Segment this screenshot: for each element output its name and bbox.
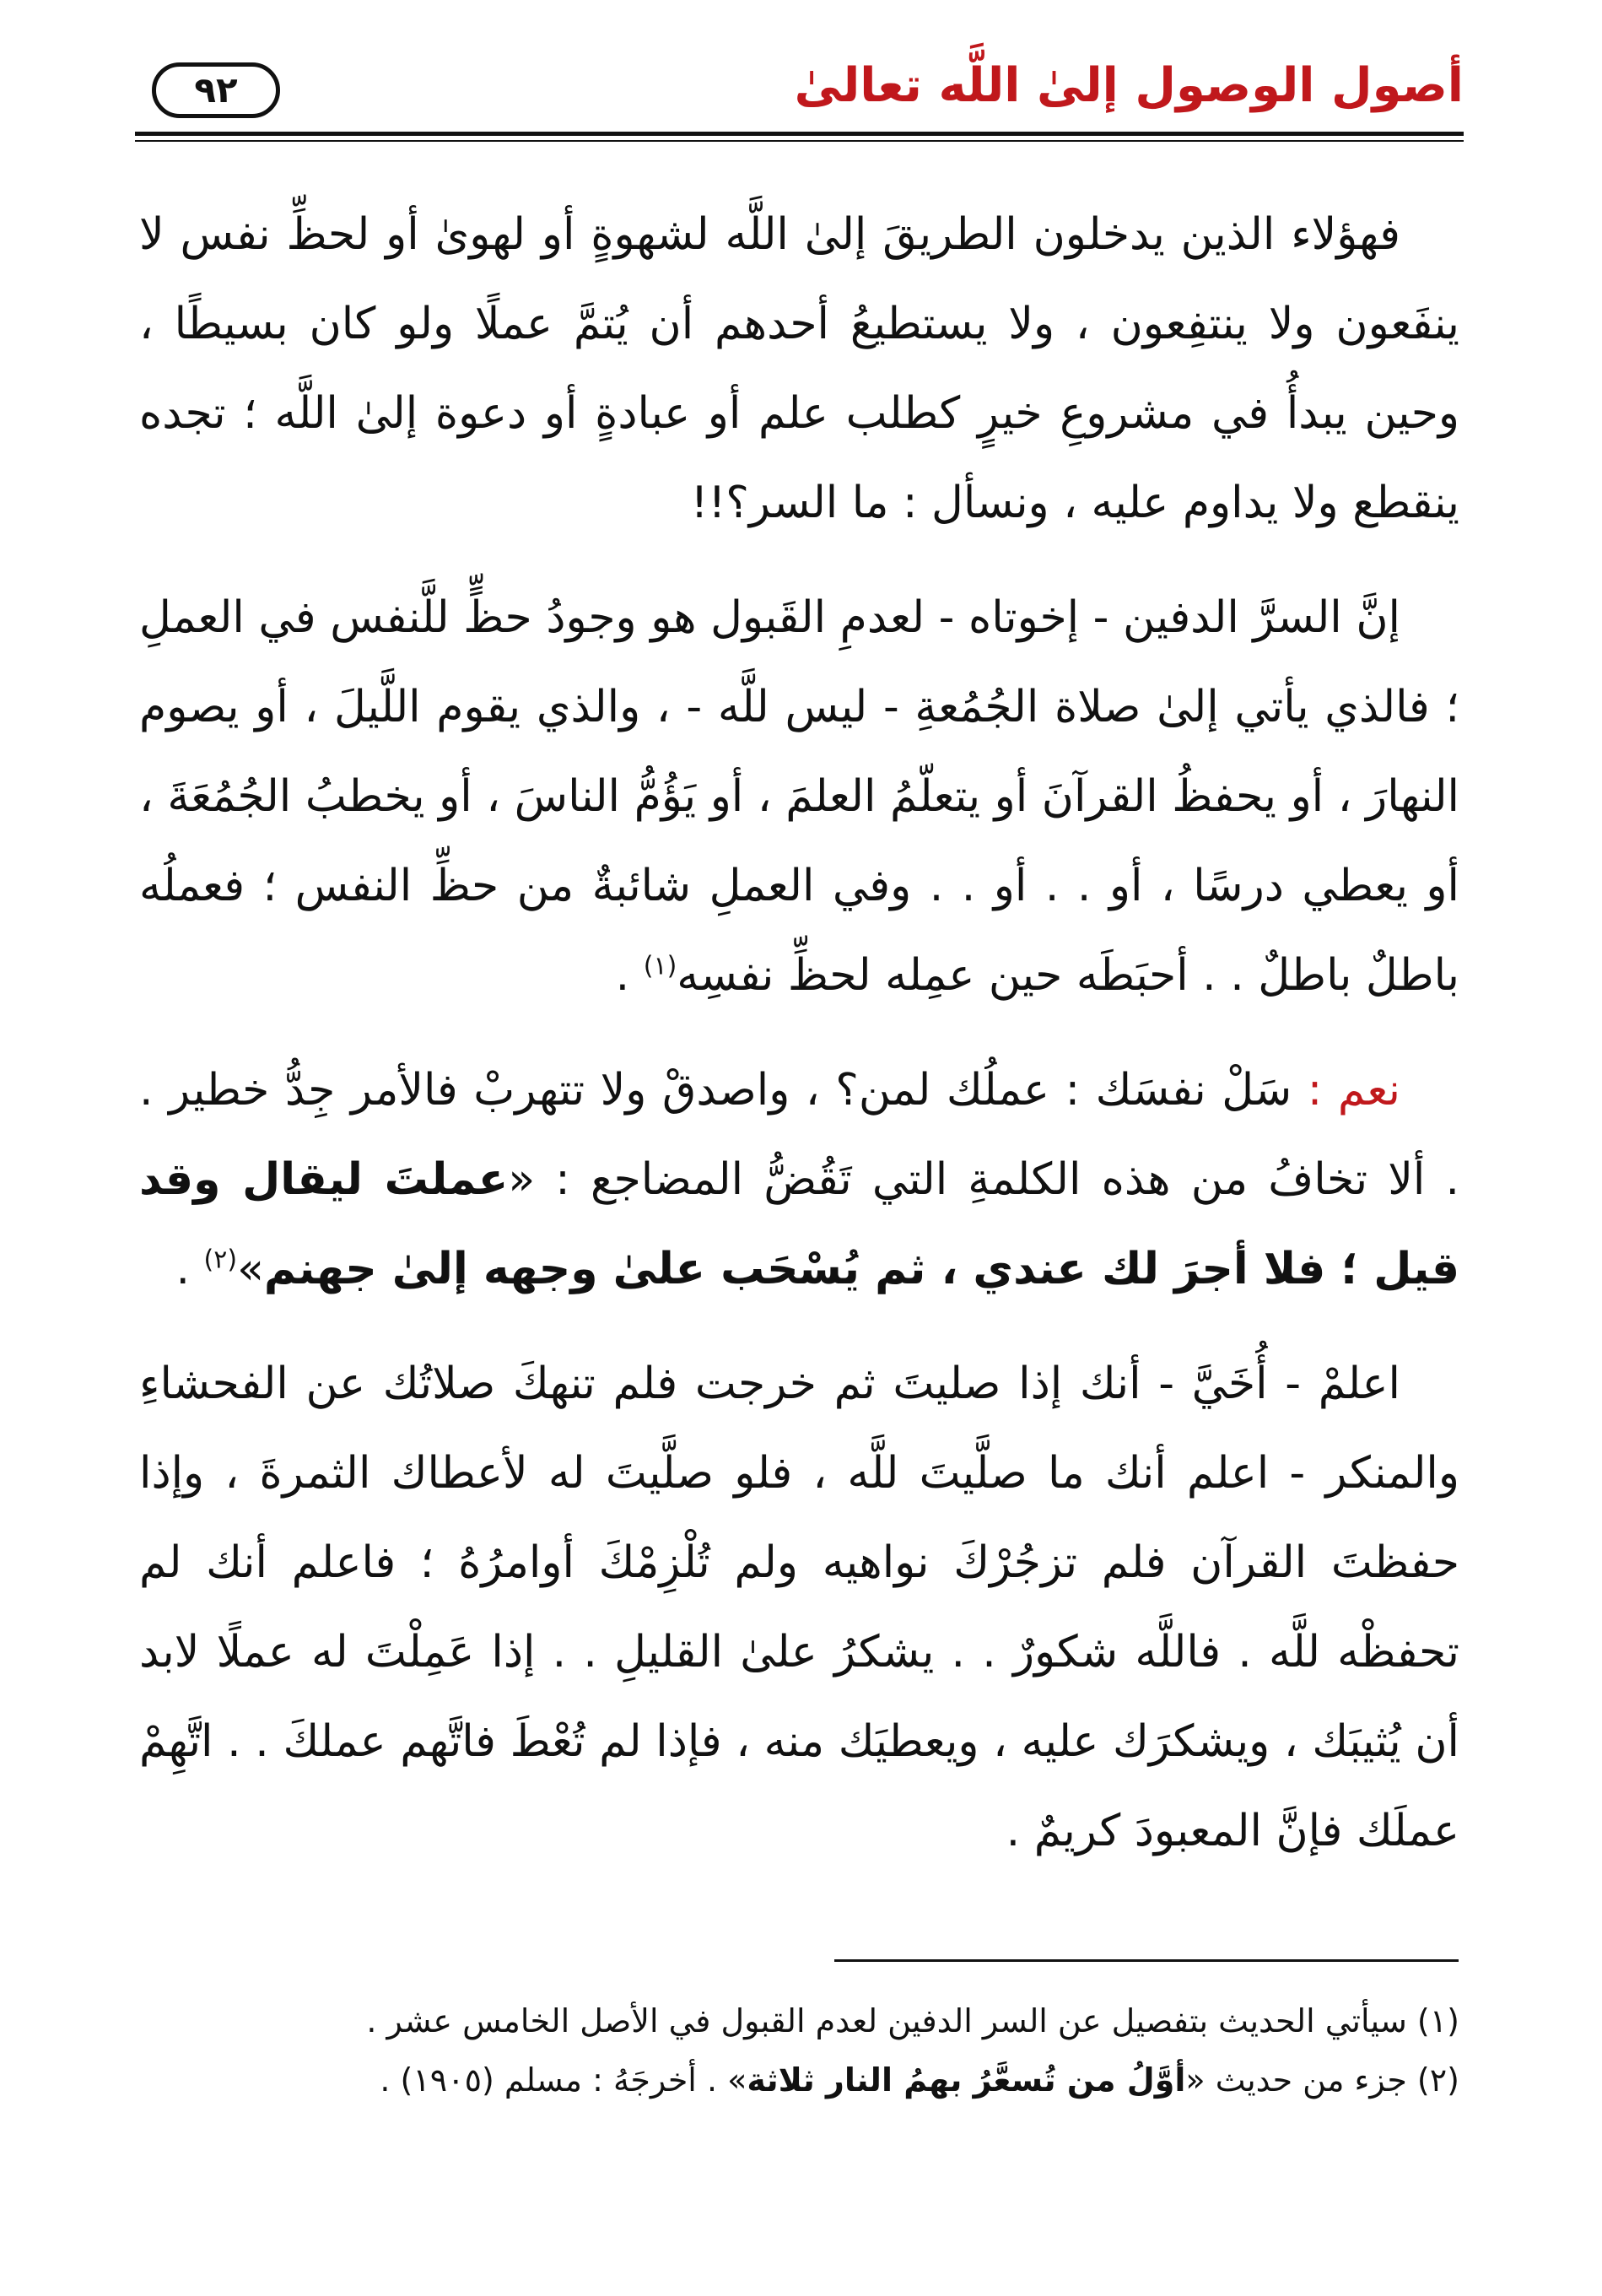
page-header bbox=[135, 51, 1464, 139]
running-title: أصول الوصول إلىٰ اللَّه تعالىٰ bbox=[794, 58, 1464, 113]
hadith-quote: عملتَ ليقال وقد قيل ؛ فلا أجرَ لك عندي ، ثم يُسْحَب علىٰ وجهه إلىٰ جهنم bbox=[139, 1154, 1459, 1294]
header-double-rule bbox=[135, 132, 1464, 142]
footnote-ref-1: (١) bbox=[643, 951, 677, 981]
footnote-2-suffix: » . أخرجَهُ : مسلم (١٩٠٥) . bbox=[380, 2061, 747, 2099]
paragraph-3 bbox=[139, 1045, 1459, 1314]
footnote-divider bbox=[834, 1959, 1459, 1962]
paragraph-3-lead: نعم : bbox=[1307, 1065, 1400, 1116]
paragraph-4: اعلمْ - أُخَيَّ - أنك إذا صليتَ ثم خرجت فلم تنهكَ صلاتُك عن الفحشاءِ والمنكر - اعلم أنك ما صلَّيتَ للَّه ، فلو صلَّيتَ له لأعطاك الثمرةَ ، وإذا حفظتَ القرآن فلم تزجُرْكَ نواهيه ولم تُلْزِمْكَ أوامرُهُ ؛ فاعلم أنك لم تحفظْه للَّه . فاللَّه شكورٌ . . يشكرُ علىٰ القليلِ . . إذا عَمِلْتَ له عملًا لابد أن يُثيبَك ، ويشكرَك عليه ، ويعطيَك منه ، فإذا لم تُعْطَ فاتَّهم عملكَ . . اتَّهِمْ عملَك فإنَّ المعبودَ كريمٌ . bbox=[139, 1359, 1459, 1856]
footnote-2-hadith-title: أوَّلُ من تُسعَّرُ بهمُ النار ثلاثة bbox=[747, 2061, 1186, 2099]
paragraph-2 bbox=[139, 573, 1459, 1020]
page-number-badge bbox=[152, 62, 280, 118]
paragraph-3-end: . bbox=[175, 1244, 204, 1294]
quote-close-mark: » bbox=[237, 1244, 264, 1294]
paragraph-3-text: سَلْ نفسَك : عملُك لمن؟ ، واصدقْ ولا تتهربْ فالأمر جِدُّ خطير . . ألا تخافُ من هذه الكلمةِ التي تَقُضُّ المضاجع : « bbox=[139, 1065, 1460, 1205]
paragraph-2-text: إنَّ السرَّ الدفين - إخوتاه - لعدمِ القَبول هو وجودُ حظٍّ للَّنفس في العملِ ؛ فالذي يأتي إلىٰ صلاة الجُمُعةِ - ليس للَّه - ، والذي يقوم اللَّيلَ ، أو يصوم النهارَ ، أو يحفظُ القرآنَ أو يتعلّمُ العلمَ ، أو يَؤُمُّ الناسَ ، أو يخطبُ الجُمُعَةَ ، أو يعطي درسًا ، أو . . أو . . وفي العملِ شائبةٌ من حظِّ النفس ؛ فعملُه باطلٌ باطلٌ . . أحبَطَه حين عمِله لحظِّ نفسِه bbox=[139, 592, 1459, 1001]
footnote-1: (١) سيأتي الحديث بتفصيل عن السر الدفين لعدم القبول في الأصل الخامس عشر . bbox=[366, 2002, 1459, 2039]
footnote-ref-2: (٢) bbox=[203, 1245, 238, 1275]
page-number: ٩٢ bbox=[194, 69, 238, 111]
page-body bbox=[139, 190, 1459, 1901]
footnote-2-prefix: (٢) جزء من حديث « bbox=[1185, 2061, 1459, 2099]
footnote-2 bbox=[139, 2050, 1459, 2110]
footnotes bbox=[139, 1991, 1459, 2110]
paragraph-1: فهؤلاء الذين يدخلون الطريقَ إلىٰ اللَّه لشهوةٍ أو لهوىٰ أو لحظِّ نفس لا ينفَعون ولا ينتفِعون ، ولا يستطيعُ أحدهم أن يُتمَّ عملًا ولو كان بسيطًا ، وحين يبدأُ في مشروعِ خيرٍ كطلب علم أو عبادةٍ أو دعوة إلىٰ اللَّه ؛ تجده ينقطع ولا يداوم عليه ، ونسأل : ما السر؟!! bbox=[139, 209, 1459, 528]
paragraph-2-end: . bbox=[615, 950, 644, 1001]
